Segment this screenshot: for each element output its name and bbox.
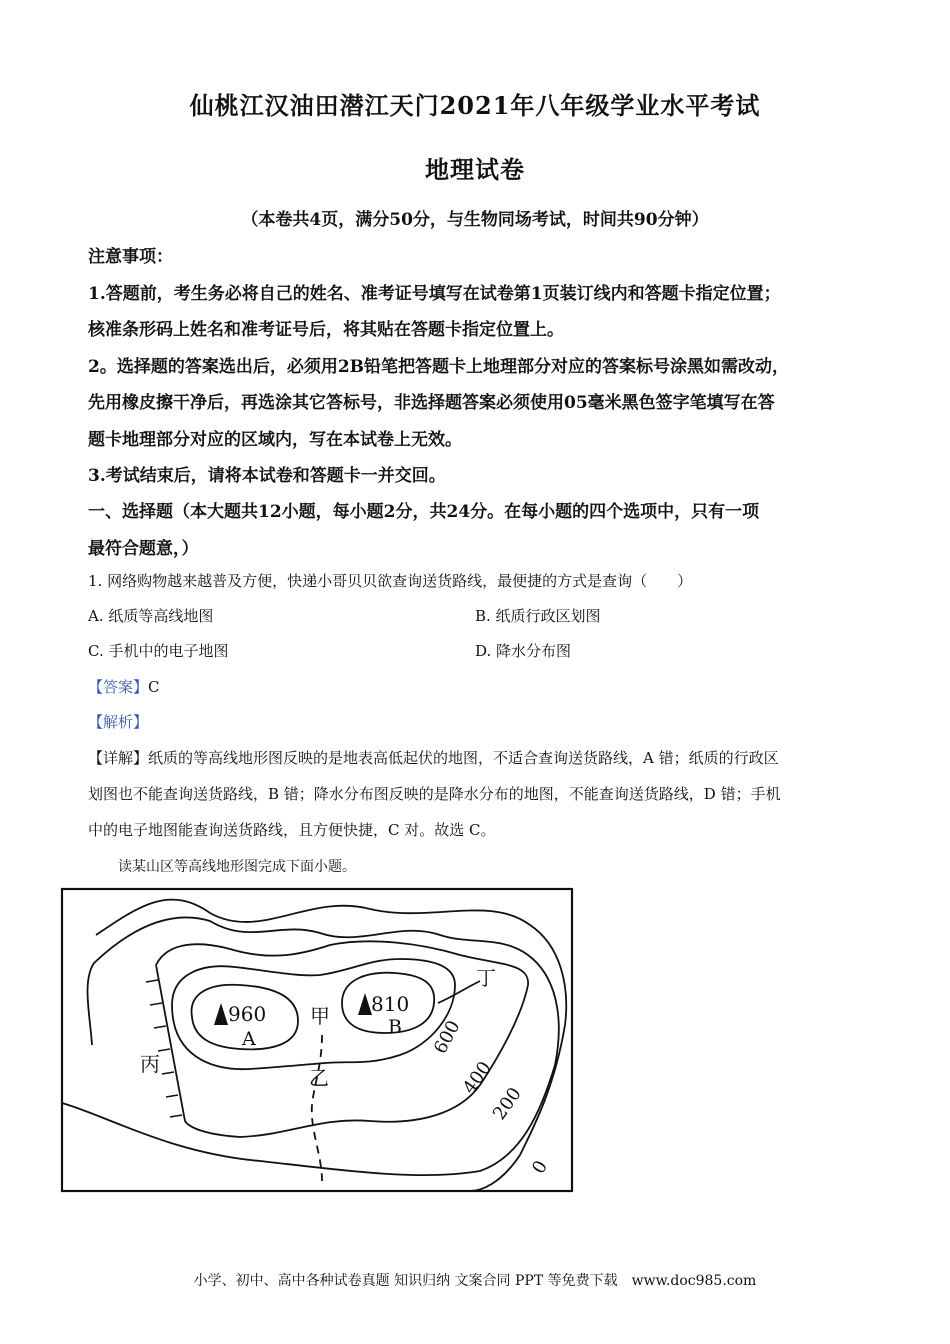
section-heading: 一、选择题（本大题共12小题，每小题2分，共24分。在每小题的四个选项中，只有一项 [88, 502, 760, 522]
label-jia: 甲 [310, 1004, 330, 1028]
exam-info: （本卷共4页，满分50分，与生物同场考试，时间共90分钟） [241, 210, 709, 230]
detail-line [88, 747, 779, 768]
contour-label-200: 200 [488, 1083, 526, 1124]
notes-line: 1.答题前，考生务必将自己的姓名、准考证号填写在试卷第1页装订线内和答题卡指定位置； [88, 284, 781, 304]
exam-subtitle: 地理试卷 [425, 155, 525, 184]
peak-a-label: A [242, 1028, 256, 1050]
option-a: A. 纸质等高线地图 [88, 607, 214, 625]
peak-b-label: B [388, 1016, 402, 1038]
notes-line: 先用橡皮擦干净后，再选涂其它答标号，非选择题答案必须使用05毫米黑色签字笔填写在答 [88, 393, 775, 413]
contour-label-600: 600 [429, 1017, 465, 1058]
answer-value: C [148, 678, 160, 696]
notes-line: 核准条形码上姓名和准考证号后，将其贴在答题卡指定位置上。 [88, 320, 564, 340]
notes-line: 题卡地理部分对应的区域内，写在本试卷上无效。 [88, 430, 462, 450]
label-bing: 丙 [140, 1052, 160, 1076]
ding-line [438, 981, 480, 1003]
contour-label-400: 400 [458, 1057, 496, 1098]
map-frame [62, 889, 572, 1191]
label-yi: 乙 [309, 1066, 329, 1090]
peak-a-icon [214, 1003, 228, 1025]
exam-title: 仙桃江汉油田潜江天门2021年八年级学业水平考试 [189, 91, 761, 120]
cliff-hatch [146, 980, 182, 1117]
detail-tag: 【详解】 [88, 749, 149, 767]
label-ding: 丁 [476, 966, 496, 990]
analysis-tag: 【解析】 [88, 713, 149, 731]
notes-heading: 注意事项： [88, 247, 173, 267]
answer-line [88, 676, 160, 697]
contour-map [60, 885, 580, 1197]
contour-label-0: 0 [528, 1157, 553, 1178]
page-footer: 小学、初中、高中各种试卷真题 知识归纳 文案合同 PPT 等免费下载 www.doc985.com [193, 1273, 757, 1289]
option-d: D. 降水分布图 [475, 642, 572, 660]
notes-line: 2。选择题的答案选出后，必须用2B铅笔把答题卡上地理部分对应的答案标号涂黑如需改动， [88, 357, 790, 377]
option-c: C. 手机中的电子地图 [88, 642, 229, 660]
peak-a-elevation: 960 [228, 1002, 267, 1026]
detail-line: 划图也不能查询送货路线，B 错；降水分布图反映的是降水分布的地图，不能查询送货路线，D 错；手机 [88, 785, 781, 803]
answer-tag: 【答案】 [88, 678, 149, 696]
peak-b-icon [358, 993, 372, 1015]
peak-b-elevation: 810 [371, 992, 410, 1016]
option-b: B. 纸质行政区划图 [475, 607, 601, 625]
notes-line: 3.考试结束后，请将本试卷和答题卡一并交回。 [88, 466, 446, 486]
map-intro: 读某山区等高线地形图完成下面小题。 [118, 859, 356, 875]
detail-line: 中的电子地图能查询送货路线，且方便快捷，C 对。故选 C。 [88, 821, 496, 839]
contour-line-200 [62, 917, 559, 1178]
dashed-path [312, 1035, 322, 1181]
detail-text: 纸质的等高线地形图反映的是地表高低起伏的地图，不适合查询送货路线，A 错；纸质的行政区 [148, 749, 779, 767]
section-heading-cont: 最符合题意，） [88, 539, 199, 559]
question-stem: 1. 网络购物越来越普及方便，快递小哥贝贝欲查询送货路线，最便捷的方式是查询（ ） [88, 572, 693, 590]
